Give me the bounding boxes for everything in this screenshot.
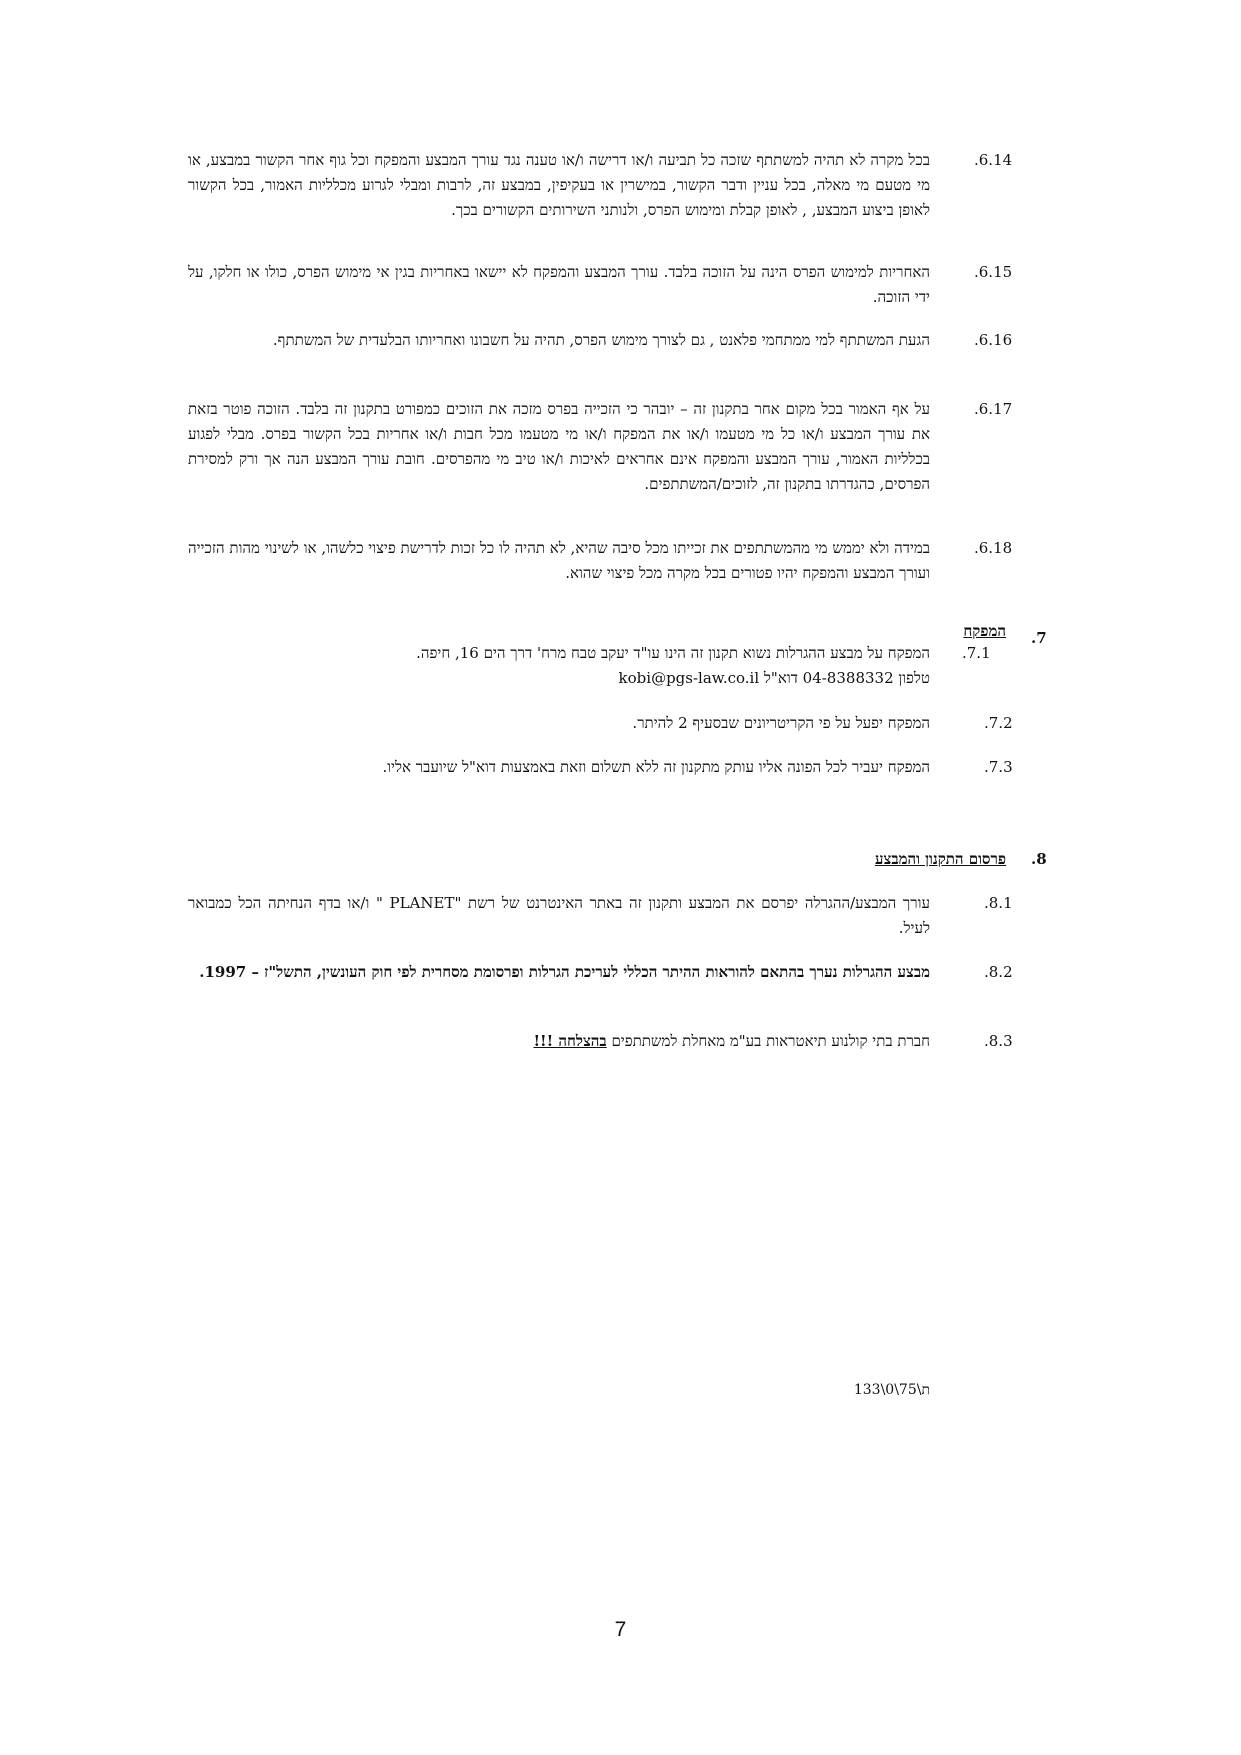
clause-6-16-text: הגעת המשתתף למי ממתחמי פלאנט , גם לצורך מימוש הפרס, תהיה על חשבונו ואחריותו הבלעדית של המשתתף. [272,331,930,349]
clause-7-3-text: המפקח יעביר לכל הפונה אליו עותק מתקנון זה ללא תשלום וזאת באמצעות דוא"ל שיועבר אליו. [382,758,930,776]
clause-number-6-17: .6.17 [974,400,1013,418]
section-7-title: המפקח [963,622,1006,640]
clause-number-7-1: .7.1 [962,644,991,662]
clause-number-6-18: .6.18 [974,539,1013,557]
clause-6-17-text: על אף האמור בכל מקום אחר בתקנון זה – יובהר כי הזכייה בפרס מזכה את הזוכים כמפורט בתקנון זה בלבד. הזוכה פוטר בזאת את עורך המבצע ו/או כל מי מטעמו ו/או את המפקח ו/או מי מטעמו מכל חבות ו/או אחריות בכל הקשור בפרס. מבלי לפגוע בכלליות האמור, עורך המבצע והמפקח אינם אחראים לאיכות ו/או טיב מי מהפרסים. חובת עורך המבצע הנה אך ורק למסירת הפרסים, כהגדרתו בתקנון זה, לזוכים/המשתתפים. [188,400,930,493]
clause-7-1-text [188,641,930,691]
clause-number-6-14: .6.14 [974,151,1013,169]
clause-8-1-text: עורך המבצע/ההגרלה יפרסם את המבצע ותקנון זה באתר האינטרנט של רשת "PLANET " ו/או בדף הנחיתה הכל כמבואר לעיל. [188,894,930,937]
clause-8-2-text: מבצע ההגרלות נערך בהתאם להוראות ההיתר הכללי לעריכת הגרלות ופרסומת מסחרית לפי חוק העונשין, התשל"ז – 1997. [199,963,930,981]
clause-number-8-2: .8.2 [984,963,1013,981]
clause-7-1-line1: המפקח על מבצע ההגרלות נשוא תקנון זה הינו עו"ד יעקב טבח מרח' דרך הים 16, חיפה. [416,644,930,662]
section-8-title: פרסום התקנון והמבצע [875,850,1006,868]
clause-6-15-text: האחריות למימוש הפרס הינה על הזוכה בלבד. עורך המבצע והמפקח לא יישאו באחריות בגין אי מימוש הפרס, כולו או חלקו, על ידי הזוכה. [188,263,930,306]
clause-number-7-2: .7.2 [984,714,1013,732]
clause-8-3-emphasis: בהצלחה !!! [533,1032,607,1050]
clause-number-7-3: .7.3 [984,758,1013,776]
clause-6-18-text: במידה ולא יממש מי מהמשתתפים את זכייתו מכל סיבה שהיא, לא תהיה לו כל זכות לדרישת פיצוי כלשהו, או לשינוי מהות הזכייה ועורך המבצע והמפקח יהיו פטורים בכל מקרה מכל פיצוי שהוא. [188,539,930,582]
clause-number-8-3: .8.3 [984,1032,1013,1050]
clause-number-6-16: .6.16 [974,331,1013,349]
clause-number-6-15: .6.15 [974,263,1013,281]
clause-8-3-text [188,1029,930,1054]
clause-number-8-1: .8.1 [984,894,1013,912]
clause-7-1-contact: טלפון 04-8388332 דוא"ל kobi@pgs-law.co.il [618,669,930,687]
document-reference: 133\0\75\ת [853,1382,930,1398]
page-number: 7 [614,1618,627,1641]
clause-7-2-text: המפקח יפעל על פי הקריטריונים שבסעיף 2 להיתר. [632,714,930,732]
section-8-number: .8 [1031,850,1047,868]
section-7-number: .7 [1031,629,1047,647]
clause-6-14-text: בכל מקרה לא תהיה למשתתף שזכה כל תביעה ו/או דרישה ו/או טענה נגד עורך המבצע והמפקח וכל גוף אחר הקשור במבצע, או מי מטעם מי מאלה, בכל עניין ודבר הקשור, במישרין או בעקיפין, במבצע זה, לרבות ומבלי לגרוע מכלליות האמור, בכל הקשור לאופן ביצוע המבצע, , לאופן קבלת ומימוש הפרס, ולנותני השירותים הקשורים בכך. [188,151,930,219]
clause-8-3-main: חברת בתי קולנוע תיאטראות בע"מ מאחלת למשתתפים [606,1032,930,1050]
